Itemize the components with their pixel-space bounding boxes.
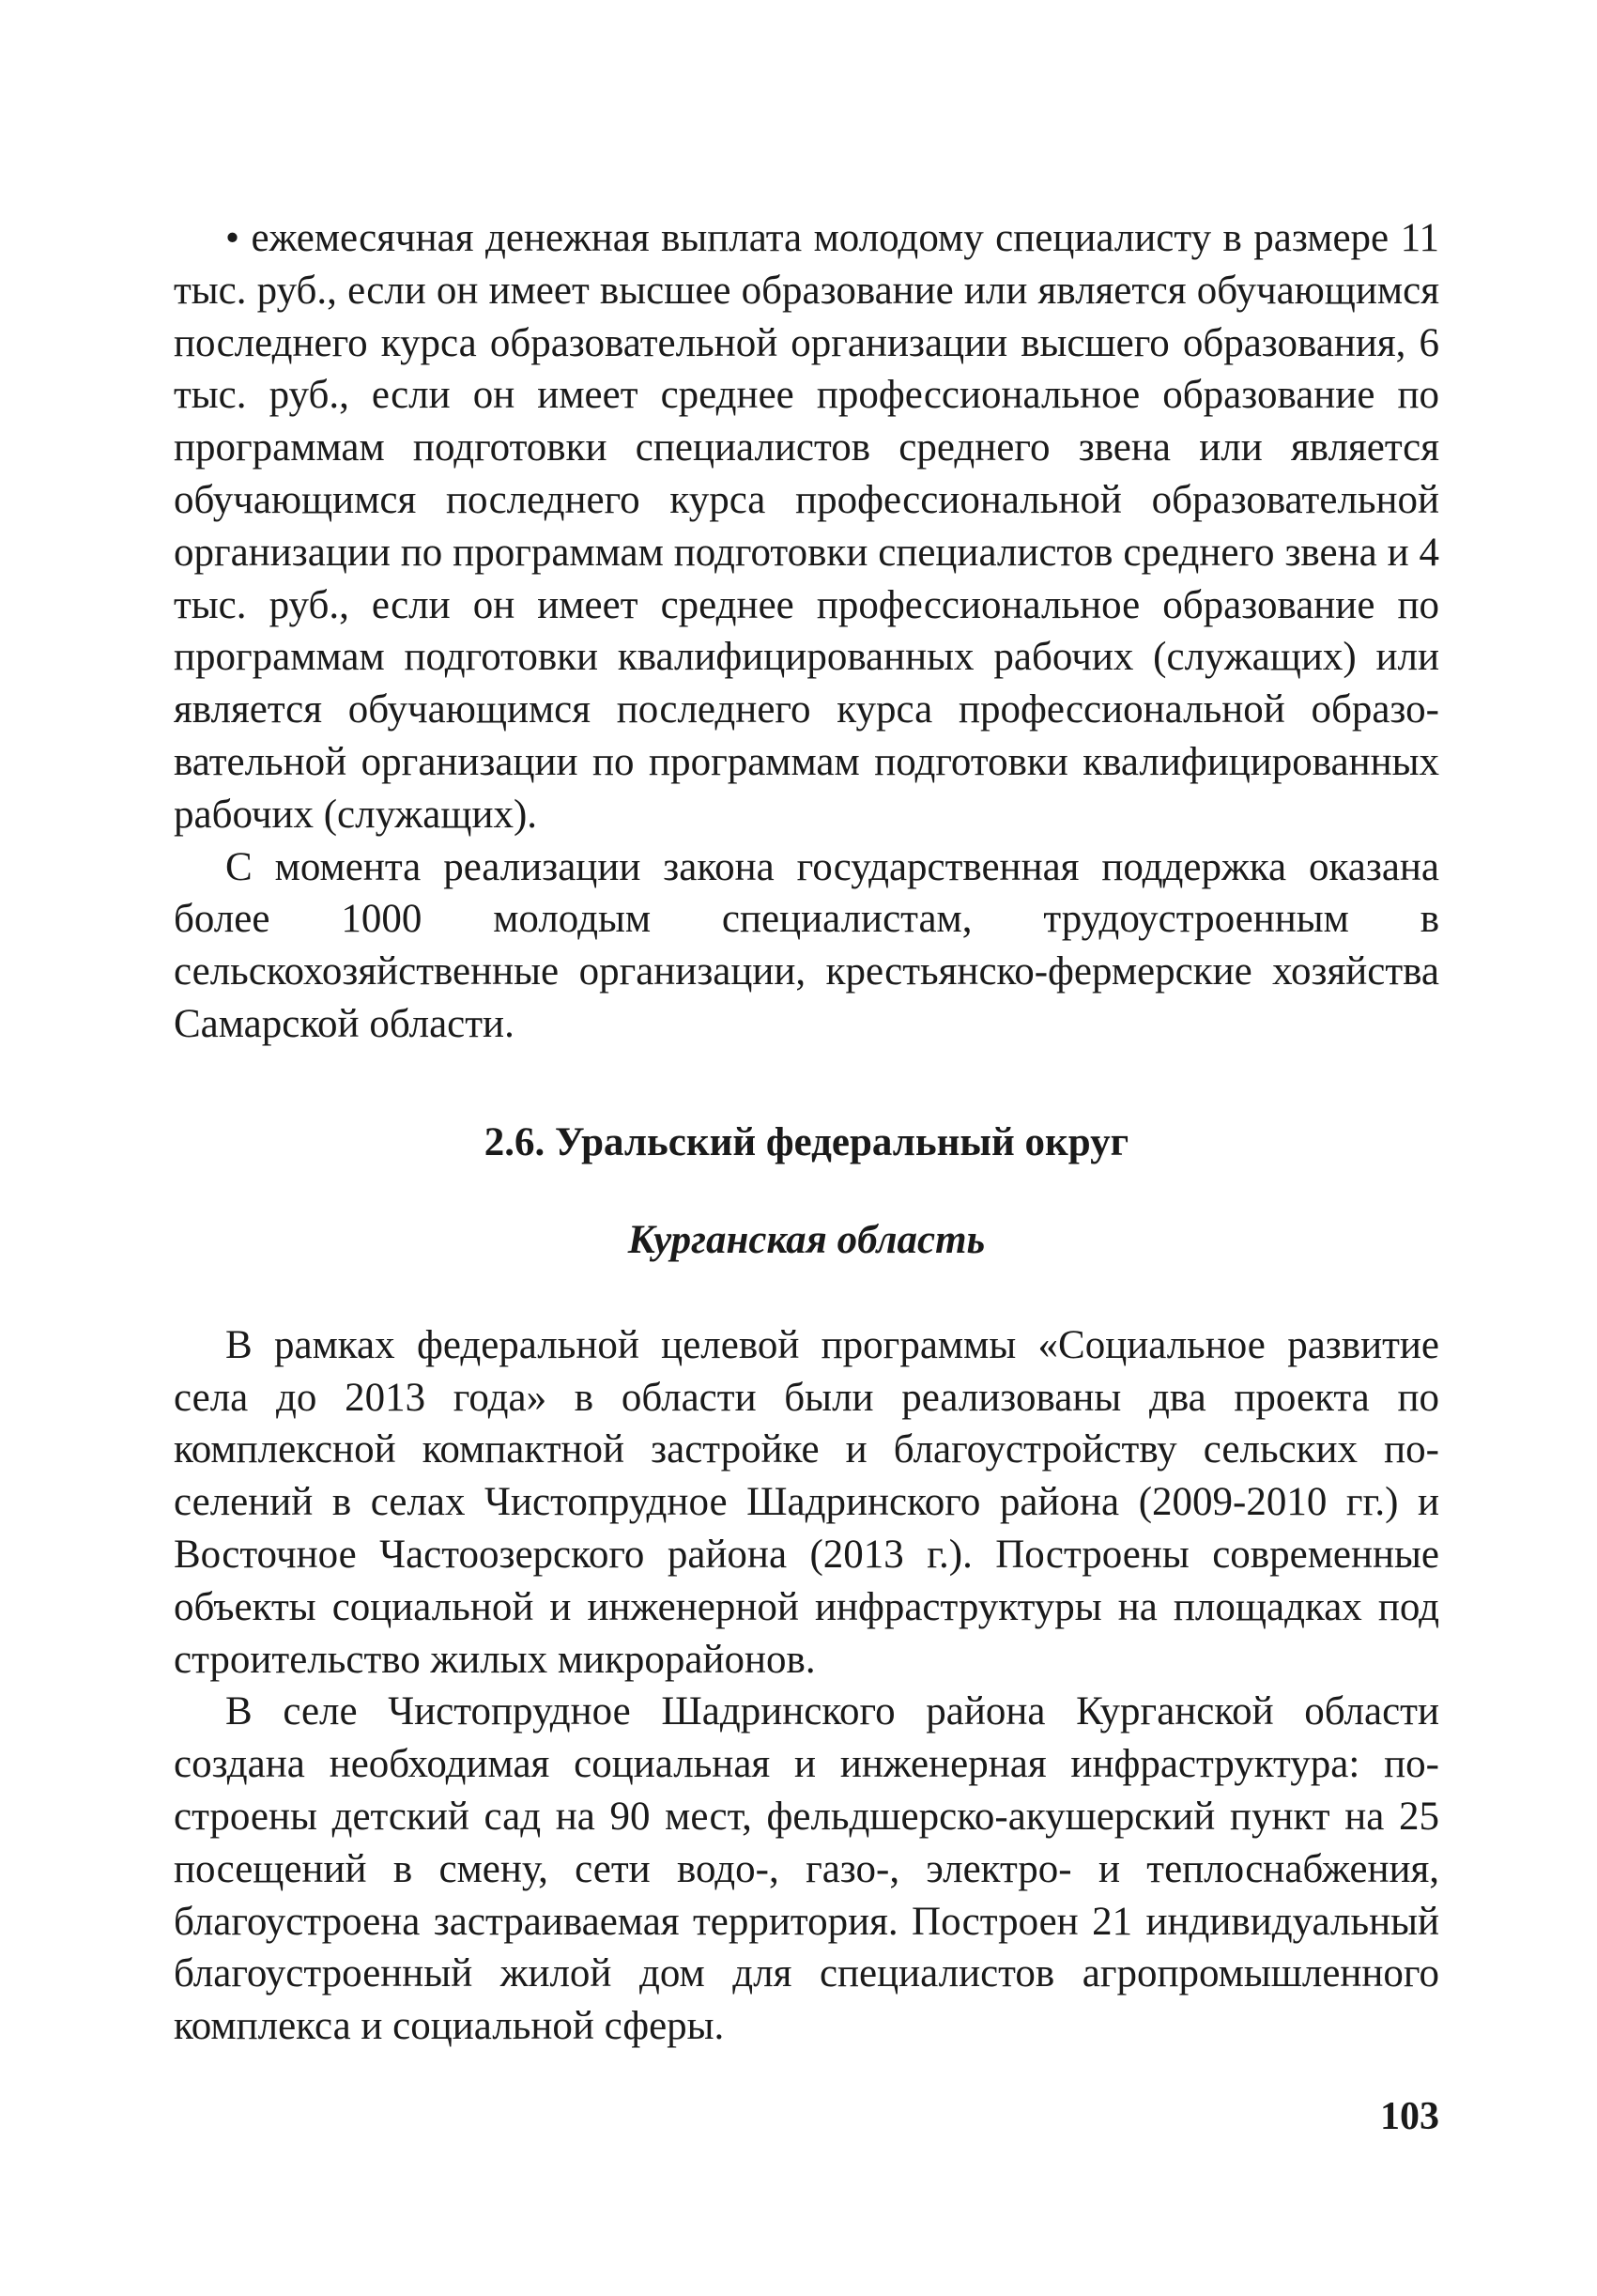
paragraph-federal-program: В рамках федеральной целевой программы «Социальное развитие села до 2013 года» в области были реализованы два проекта по комплексной компактной застройке и благоустройству сельских поселений в селах Чистопрудное Шадринского района (2009-2010 гг.) и Восточное Частоозерского района (2013 г.). Построены современные объекты социальной и инженерной инфраструктуры на площадках под строительство жилых микрорайонов. <box>174 1322 1439 1682</box>
sub-heading: Курганская область <box>627 1217 986 1262</box>
paragraph-support-summary: С момента реализации закона государственная поддержка оказана более 1000 молодым специалистам, трудоустроенным в сельскохозяйственные организации, крестьянско-фермерские хозяйства Самарской области. <box>174 844 1439 1046</box>
page-number: 103 <box>1380 2095 1439 2138</box>
paragraph-chistoprudnoe: В селе Чистопрудное Шадринского района Курганской области создана необходимая социальная и инженерная инфраструктура: построены детский сад на 90 мест, фельдшерско-акушерский пункт на 25 посещений в смену, сети водо-, газо-, электро- и теплоснабжения, благоустроена застраиваемая территория. Построен 21 индивидуальный благоустроенный жилой дом для специалистов агропромышленного комплекса и социальной сферы. <box>174 1689 1439 2049</box>
document-page <box>174 212 1439 2053</box>
paragraph-bullet-payment: • ежемесячная денежная выплата молодому специалисту в размере 11 тыс. руб., если он имеет высшее образование или является обучающимся последнего курса образовательной организации высшего образования, 6 тыс. руб., если он имеет среднее профессиональное образование по программам подготовки специалистов среднего звена или является обучающимся последнего курса профессиональной образовательной организации по программам подготовки специалистов среднего звена и 4 тыс. руб., если он имеет среднее профессиональное образование по программам подготовки квалифицированных рабочих (служащих) или является обучающимся последнего курса профессиональной образовательной организации по программам подготовки квалифицированных рабочих (служащих). <box>174 216 1439 837</box>
section-heading: 2.6. Уральский федеральный округ <box>484 1119 1129 1164</box>
